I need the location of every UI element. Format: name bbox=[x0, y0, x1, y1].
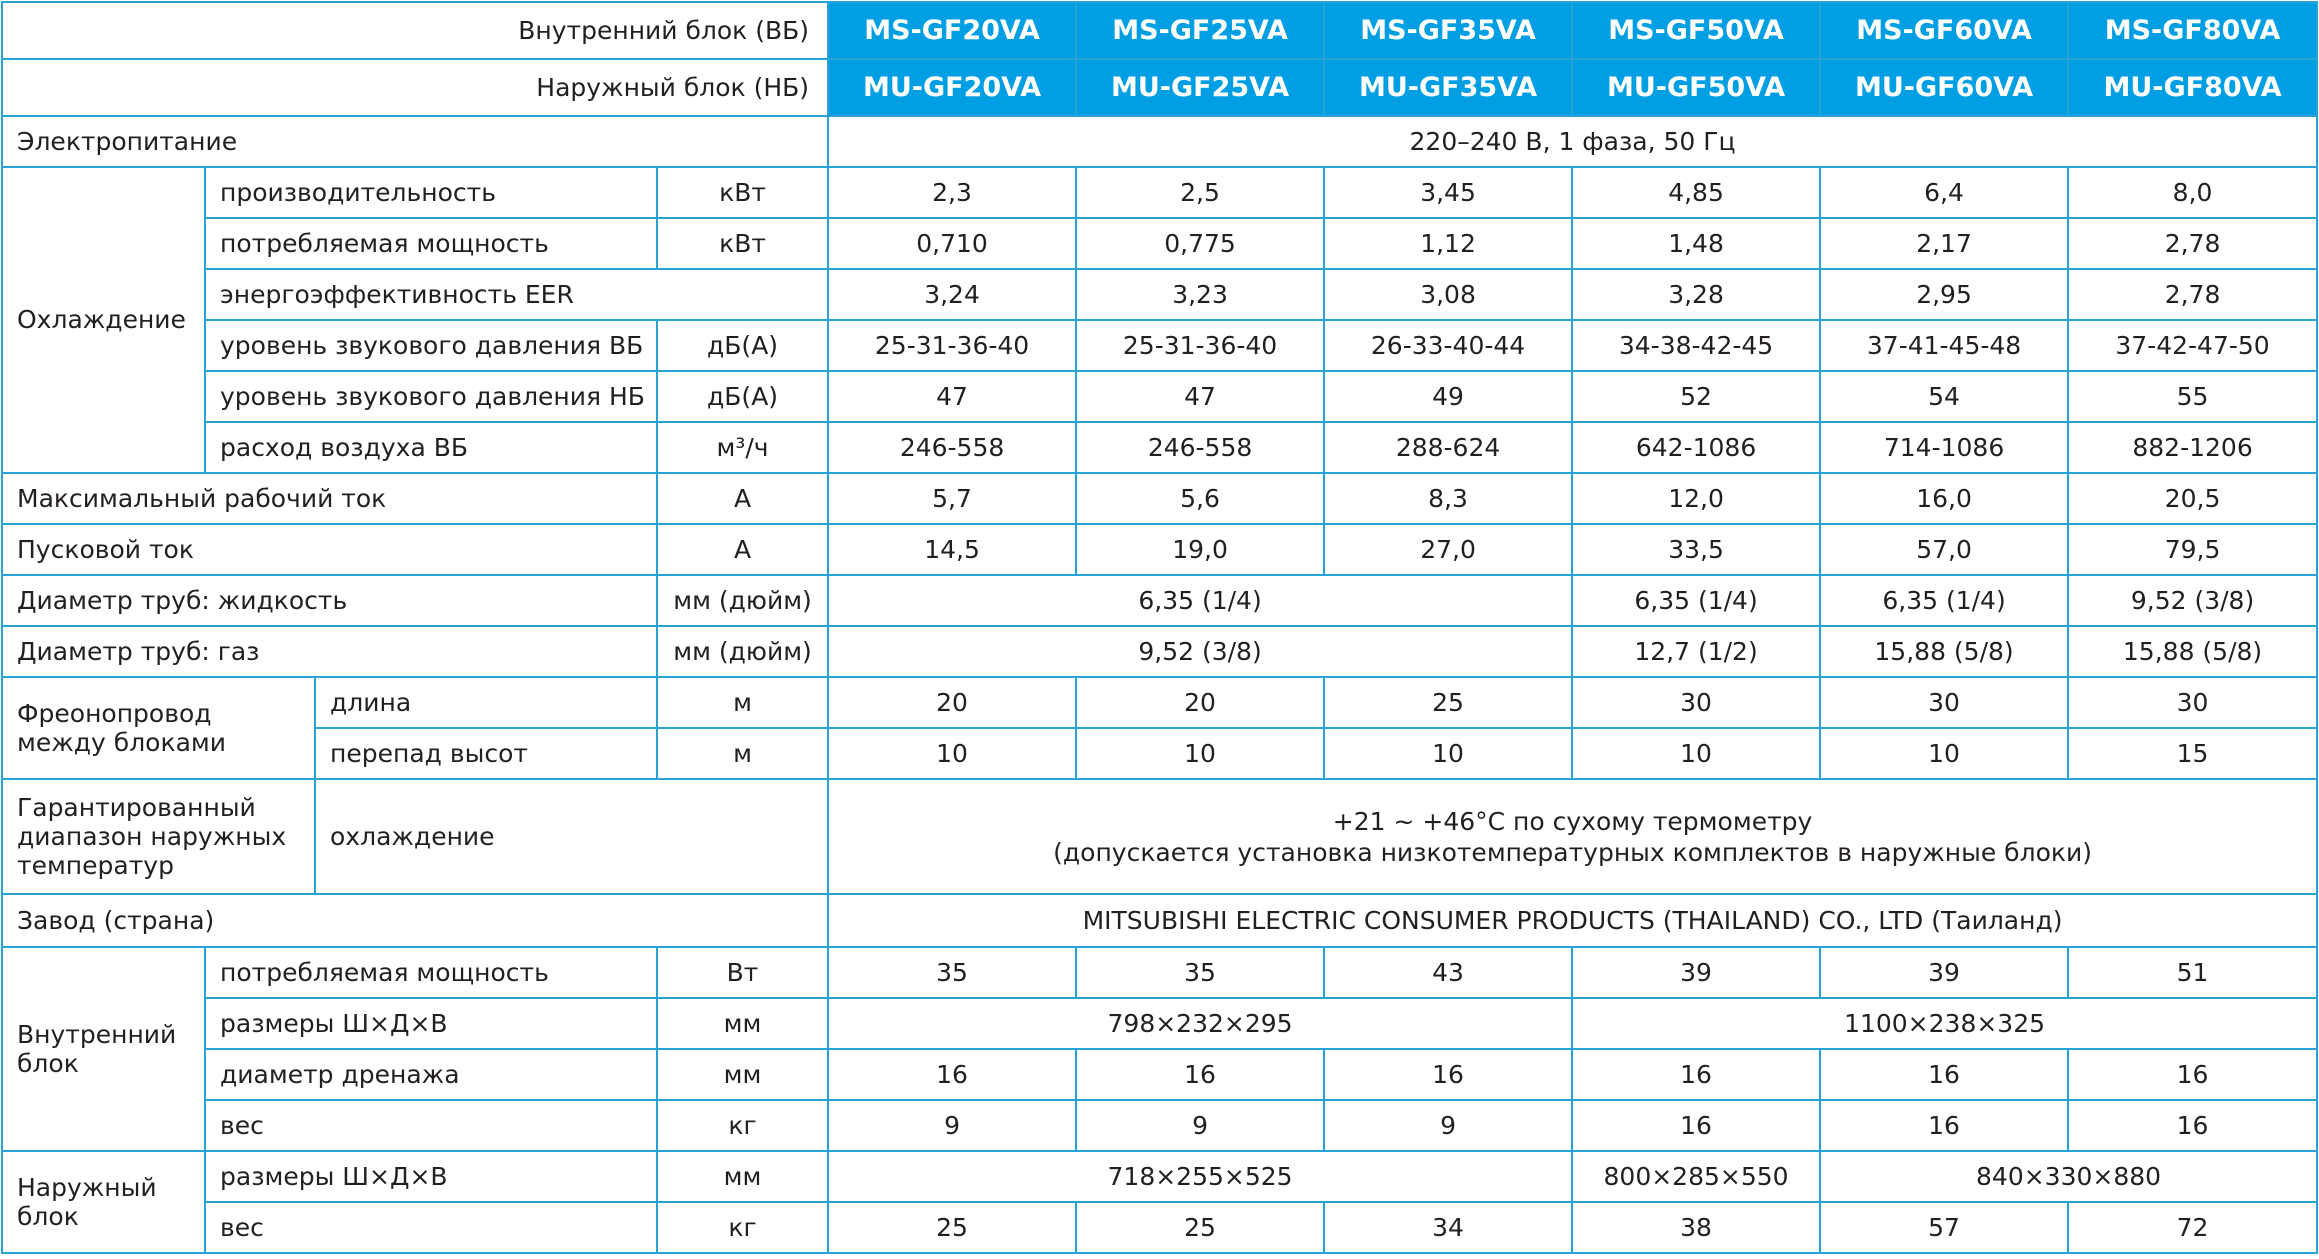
table-row-factory bbox=[2, 894, 2317, 947]
outdoor-model: MU-GF60VA bbox=[1820, 59, 2068, 116]
unit-cell: мм bbox=[657, 998, 828, 1049]
cell-value: 49 bbox=[1324, 371, 1572, 422]
table-row-cooling-eer bbox=[2, 269, 2317, 320]
table-row-line-height bbox=[2, 728, 2317, 779]
unit-cell: кВт bbox=[657, 167, 828, 218]
row-label: Диаметр труб: жидкость bbox=[2, 575, 657, 626]
cell-value: 2,3 bbox=[828, 167, 1076, 218]
unit-cell: Вт bbox=[657, 947, 828, 998]
cell-value: 34-38-42-45 bbox=[1572, 320, 1820, 371]
cell-value: 47 bbox=[828, 371, 1076, 422]
section-label-outdoor-temp: Гарантированный диапазон наружных температур bbox=[2, 779, 315, 894]
cell-value: 2,17 bbox=[1820, 218, 2068, 269]
row-label: Пусковой ток bbox=[2, 524, 657, 575]
cell-value: 25 bbox=[1076, 1202, 1324, 1253]
cell-value: 9 bbox=[1076, 1100, 1324, 1151]
cell-value: 12,0 bbox=[1572, 473, 1820, 524]
cell-value: 39 bbox=[1820, 947, 2068, 998]
cell-value: 6,35 (1/4) bbox=[1572, 575, 1820, 626]
cell-value: 882-1206 bbox=[2068, 422, 2317, 473]
cell-value: 52 bbox=[1572, 371, 1820, 422]
row-label: уровень звукового давления ВБ bbox=[205, 320, 657, 371]
cell-value: 27,0 bbox=[1324, 524, 1572, 575]
cell-value: 2,78 bbox=[2068, 218, 2317, 269]
cell-value: 25 bbox=[1324, 677, 1572, 728]
cell-value: 2,95 bbox=[1820, 269, 2068, 320]
outdoor-model: MU-GF80VA bbox=[2068, 59, 2317, 116]
cell-value: 3,45 bbox=[1324, 167, 1572, 218]
indoor-model: MS-GF80VA bbox=[2068, 2, 2317, 59]
row-label: производительность bbox=[205, 167, 657, 218]
row-label: Максимальный рабочий ток bbox=[2, 473, 657, 524]
cell-value: 16 bbox=[2068, 1100, 2317, 1151]
table-row-indoor-drain bbox=[2, 1049, 2317, 1100]
cell-value: 0,775 bbox=[1076, 218, 1324, 269]
unit-cell: мм (дюйм) bbox=[657, 575, 828, 626]
indoor-model: MS-GF20VA bbox=[828, 2, 1076, 59]
cell-value: 6,35 (1/4) bbox=[1820, 575, 2068, 626]
unit-cell: А bbox=[657, 473, 828, 524]
cell-value: 47 bbox=[1076, 371, 1324, 422]
table-row-outdoor-weight bbox=[2, 1202, 2317, 1253]
cell-value: 4,85 bbox=[1572, 167, 1820, 218]
cell-value: 16 bbox=[2068, 1049, 2317, 1100]
cell-value: 34 bbox=[1324, 1202, 1572, 1253]
header-row-indoor bbox=[2, 2, 2317, 59]
cell-value: 57,0 bbox=[1820, 524, 2068, 575]
header-outdoor-label: Наружный блок (НБ) bbox=[2, 59, 828, 116]
row-label: Электропитание bbox=[2, 116, 828, 167]
row-label: потребляемая мощность bbox=[205, 218, 657, 269]
unit-cell: кг bbox=[657, 1100, 828, 1151]
table-row-indoor-weight bbox=[2, 1100, 2317, 1151]
table-row-cooling-airflow bbox=[2, 422, 2317, 473]
outdoor-model: MU-GF25VA bbox=[1076, 59, 1324, 116]
unit-cell: м bbox=[657, 677, 828, 728]
cell-value: 15,88 (5/8) bbox=[1820, 626, 2068, 677]
cell-value: 10 bbox=[828, 728, 1076, 779]
cell-value: 8,3 bbox=[1324, 473, 1572, 524]
outdoor-model: MU-GF20VA bbox=[828, 59, 1076, 116]
cell-value: 15,88 (5/8) bbox=[2068, 626, 2317, 677]
cell-value: 798×232×295 bbox=[828, 998, 1572, 1049]
cell-value: 9 bbox=[828, 1100, 1076, 1151]
table-row-power-supply bbox=[2, 116, 2317, 167]
row-label: энергоэффективность EER bbox=[205, 269, 828, 320]
row-label: вес bbox=[205, 1100, 657, 1151]
unit-cell: мм bbox=[657, 1151, 828, 1202]
cell-value: 37-42-47-50 bbox=[2068, 320, 2317, 371]
spec-table bbox=[1, 1, 2318, 1254]
table-row-pipe-liquid bbox=[2, 575, 2317, 626]
table-row-starting-current bbox=[2, 524, 2317, 575]
cell-value: 6,35 (1/4) bbox=[828, 575, 1572, 626]
cell-value: 3,24 bbox=[828, 269, 1076, 320]
cell-value: 5,6 bbox=[1076, 473, 1324, 524]
cell-value: 1,12 bbox=[1324, 218, 1572, 269]
cell-value: 9,52 (3/8) bbox=[2068, 575, 2317, 626]
header-indoor-label: Внутренний блок (ВБ) bbox=[2, 2, 828, 59]
table-row-cooling-noise-outdoor bbox=[2, 371, 2317, 422]
table-row-max-current bbox=[2, 473, 2317, 524]
unit-cell: А bbox=[657, 524, 828, 575]
section-label-outdoor-unit: Наружный блок bbox=[2, 1151, 205, 1253]
row-label: Диаметр труб: газ bbox=[2, 626, 657, 677]
table-row-line-length bbox=[2, 677, 2317, 728]
cell-value: 3,28 bbox=[1572, 269, 1820, 320]
cell-value: 9,52 (3/8) bbox=[828, 626, 1572, 677]
cell-value: 0,710 bbox=[828, 218, 1076, 269]
indoor-model: MS-GF35VA bbox=[1324, 2, 1572, 59]
unit-cell: кг bbox=[657, 1202, 828, 1253]
row-label: размеры Ш×Д×В bbox=[205, 1151, 657, 1202]
section-label-cooling: Охлаждение bbox=[2, 167, 205, 473]
table-row-cooling-noise-indoor bbox=[2, 320, 2317, 371]
unit-cell: дБ(А) bbox=[657, 371, 828, 422]
indoor-model: MS-GF25VA bbox=[1076, 2, 1324, 59]
outdoor-model: MU-GF35VA bbox=[1324, 59, 1572, 116]
cell-value: 288-624 bbox=[1324, 422, 1572, 473]
table-row-indoor-dimensions bbox=[2, 998, 2317, 1049]
table-row-outdoor-dimensions bbox=[2, 1151, 2317, 1202]
cell-value: 33,5 bbox=[1572, 524, 1820, 575]
cell-value: 3,23 bbox=[1076, 269, 1324, 320]
row-label: охлаждение bbox=[315, 779, 828, 894]
cell-value: 19,0 bbox=[1076, 524, 1324, 575]
unit-cell: м³/ч bbox=[657, 422, 828, 473]
temp-range-note bbox=[828, 779, 2317, 894]
cell-value: 840×330×880 bbox=[1820, 1151, 2317, 1202]
cell-value: 800×285×550 bbox=[1572, 1151, 1820, 1202]
cell-value: MITSUBISHI ELECTRIC CONSUMER PRODUCTS (THAILAND) CO., LTD (Таиланд) bbox=[828, 894, 2317, 947]
cell-value: 12,7 (1/2) bbox=[1572, 626, 1820, 677]
indoor-model: MS-GF60VA bbox=[1820, 2, 2068, 59]
row-label: уровень звукового давления НБ bbox=[205, 371, 657, 422]
cell-value: 54 bbox=[1820, 371, 2068, 422]
indoor-model: MS-GF50VA bbox=[1572, 2, 1820, 59]
cell-value: 16 bbox=[828, 1049, 1076, 1100]
cell-value: 1,48 bbox=[1572, 218, 1820, 269]
cell-value: 79,5 bbox=[2068, 524, 2317, 575]
cell-value: 16 bbox=[1572, 1100, 1820, 1151]
cell-value: 57 bbox=[1820, 1202, 2068, 1253]
row-label: потребляемая мощность bbox=[205, 947, 657, 998]
table-row-outdoor-temp bbox=[2, 779, 2317, 894]
cell-value: 35 bbox=[828, 947, 1076, 998]
row-label: вес bbox=[205, 1202, 657, 1253]
cell-value: 10 bbox=[1820, 728, 2068, 779]
unit-cell: мм bbox=[657, 1049, 828, 1100]
cell-value: 6,4 bbox=[1820, 167, 2068, 218]
cell-value: 38 bbox=[1572, 1202, 1820, 1253]
cell-value: 10 bbox=[1572, 728, 1820, 779]
cell-value: 16 bbox=[1572, 1049, 1820, 1100]
unit-cell: кВт bbox=[657, 218, 828, 269]
spec-table-wrapper bbox=[1, 1, 2316, 1254]
table-row-cooling-power bbox=[2, 218, 2317, 269]
temp-range-line: +21 ~ +46°С по сухому термометру bbox=[1332, 806, 1813, 836]
cell-value: 3,08 bbox=[1324, 269, 1572, 320]
cell-value: 30 bbox=[1820, 677, 2068, 728]
cell-value: 14,5 bbox=[828, 524, 1076, 575]
unit-cell: дБ(А) bbox=[657, 320, 828, 371]
cell-value: 220–240 В, 1 фаза, 50 Гц bbox=[828, 116, 2317, 167]
cell-value: 246-558 bbox=[1076, 422, 1324, 473]
cell-value: 714-1086 bbox=[1820, 422, 2068, 473]
cell-value: 25-31-36-40 bbox=[828, 320, 1076, 371]
unit-cell: мм (дюйм) bbox=[657, 626, 828, 677]
cell-value: 51 bbox=[2068, 947, 2317, 998]
cell-value: 10 bbox=[1324, 728, 1572, 779]
cell-value: 30 bbox=[2068, 677, 2317, 728]
cell-value: 2,78 bbox=[2068, 269, 2317, 320]
cell-value: 5,7 bbox=[828, 473, 1076, 524]
cell-value: 35 bbox=[1076, 947, 1324, 998]
cell-value: 16 bbox=[1324, 1049, 1572, 1100]
cell-value: 72 bbox=[2068, 1202, 2317, 1253]
table-row-cooling-capacity bbox=[2, 167, 2317, 218]
cell-value: 30 bbox=[1572, 677, 1820, 728]
cell-value: 15 bbox=[2068, 728, 2317, 779]
cell-value: 9 bbox=[1324, 1100, 1572, 1151]
row-label: диаметр дренажа bbox=[205, 1049, 657, 1100]
cell-value: 26-33-40-44 bbox=[1324, 320, 1572, 371]
table-row-indoor-power bbox=[2, 947, 2317, 998]
header-row-outdoor bbox=[2, 59, 2317, 116]
row-label: размеры Ш×Д×В bbox=[205, 998, 657, 1049]
row-label: длина bbox=[315, 677, 657, 728]
outdoor-model: MU-GF50VA bbox=[1572, 59, 1820, 116]
cell-value: 2,5 bbox=[1076, 167, 1324, 218]
cell-value: 39 bbox=[1572, 947, 1820, 998]
cell-value: 43 bbox=[1324, 947, 1572, 998]
cell-value: 16 bbox=[1076, 1049, 1324, 1100]
cell-value: 25 bbox=[828, 1202, 1076, 1253]
cell-value: 642-1086 bbox=[1572, 422, 1820, 473]
cell-value: 16 bbox=[1820, 1100, 2068, 1151]
cell-value: 55 bbox=[2068, 371, 2317, 422]
section-label-refrigerant-line: Фреонопровод между блоками bbox=[2, 677, 315, 779]
cell-value: 8,0 bbox=[2068, 167, 2317, 218]
cell-value: 16,0 bbox=[1820, 473, 2068, 524]
row-label: перепад высот bbox=[315, 728, 657, 779]
cell-value: 1100×238×325 bbox=[1572, 998, 2317, 1049]
cell-value: 718×255×525 bbox=[828, 1151, 1572, 1202]
cell-value: 20,5 bbox=[2068, 473, 2317, 524]
row-label: расход воздуха ВБ bbox=[205, 422, 657, 473]
temp-range-remark: (допускается установка низкотемпературных комплектов в наружные блоки) bbox=[1053, 837, 2092, 867]
row-label: Завод (страна) bbox=[2, 894, 828, 947]
unit-cell: м bbox=[657, 728, 828, 779]
cell-value: 20 bbox=[1076, 677, 1324, 728]
cell-value: 25-31-36-40 bbox=[1076, 320, 1324, 371]
cell-value: 10 bbox=[1076, 728, 1324, 779]
section-label-indoor-unit: Внутренний блок bbox=[2, 947, 205, 1151]
cell-value: 20 bbox=[828, 677, 1076, 728]
cell-value: 16 bbox=[1820, 1049, 2068, 1100]
cell-value: 246-558 bbox=[828, 422, 1076, 473]
table-row-pipe-gas bbox=[2, 626, 2317, 677]
cell-value: 37-41-45-48 bbox=[1820, 320, 2068, 371]
